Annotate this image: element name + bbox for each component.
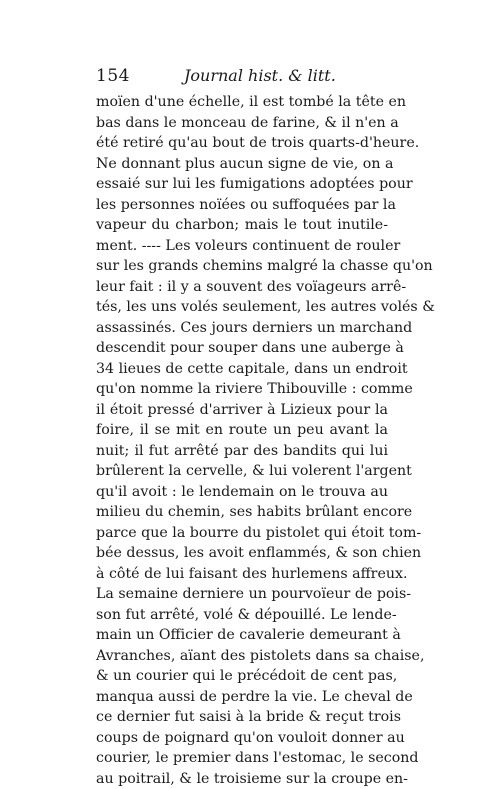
body-text — [96, 92, 388, 789]
text-line: milieu du chemin, ses habits brûlant encore — [96, 502, 388, 523]
text-line: les personnes noïées ou suffoquées par la — [96, 195, 388, 216]
text-line: qu'il avoit : le lendemain on le trouva au — [96, 482, 388, 503]
text-line: essaié sur lui les fumigations adoptées pour — [96, 174, 388, 195]
text-line: & un courier qui le précédoit de cent pas, — [96, 666, 388, 687]
text-line: il étoit pressé d'arriver à Lizieux pour la — [96, 400, 388, 421]
text-line: été retiré qu'au bout de trois quarts-d'heure. — [96, 133, 388, 154]
text-line: bas dans le monceau de farine, & il n'en a — [96, 113, 388, 134]
text-line: courier, le premier dans l'estomac, le second — [96, 748, 388, 769]
text-line: tés, les uns volés seulement, les autres volés & — [96, 297, 388, 318]
text-line: brûlerent la cervelle, & lui volerent l'argent — [96, 461, 388, 482]
text-line: vapeur du charbon; mais le tout inutile- — [96, 215, 388, 236]
running-title: Journal hist. & litt. — [184, 66, 336, 85]
text-line: foire, il se mit en route un peu avant la — [96, 420, 388, 441]
text-line: à côté de lui faisant des hurlemens affreux. — [96, 564, 388, 585]
text-line: La semaine derniere un pourvoïeur de pois- — [96, 584, 388, 605]
text-line: son fut arrêté, volé & dépouillé. Le lende- — [96, 605, 388, 626]
page-header — [96, 66, 388, 88]
text-line: bée dessus, les avoit enflammés, & son chien — [96, 543, 388, 564]
text-line: leur fait : il y a souvent des voïageurs arrê- — [96, 277, 388, 298]
text-line: sur les grands chemins malgré la chasse qu'on — [96, 256, 388, 277]
text-line: Ne donnant plus aucun signe de vie, on a — [96, 154, 388, 175]
text-line: au poitrail, & le troisieme sur la croupe en- — [96, 769, 388, 789]
text-line: ce dernier fut saisi à la bride & reçut trois — [96, 707, 388, 728]
text-line: manqua aussi de perdre la vie. Le cheval de — [96, 687, 388, 708]
text-line: assassinés. Ces jours derniers un marchand — [96, 318, 388, 339]
text-line: qu'on nomme la riviere Thibouville : comme — [96, 379, 388, 400]
text-line: main un Officier de cavalerie demeurant à — [96, 625, 388, 646]
text-line: 34 lieues de cette capitale, dans un endroit — [96, 359, 388, 380]
text-line: descendit pour souper dans une auberge à — [96, 338, 388, 359]
text-line: moïen d'une échelle, il est tombé la tête en — [96, 92, 388, 113]
text-line: nuit; il fut arrêté par des bandits qui lui — [96, 441, 388, 462]
page-number: 154 — [96, 66, 130, 86]
text-line: Avranches, aïant des pistolets dans sa chaise, — [96, 646, 388, 667]
text-line: parce que la bourre du pistolet qui étoit tom- — [96, 523, 388, 544]
text-line: ment. ---- Les voleurs continuent de rouler — [96, 236, 388, 257]
text-line: coups de poignard qu'on vouloit donner au — [96, 728, 388, 749]
